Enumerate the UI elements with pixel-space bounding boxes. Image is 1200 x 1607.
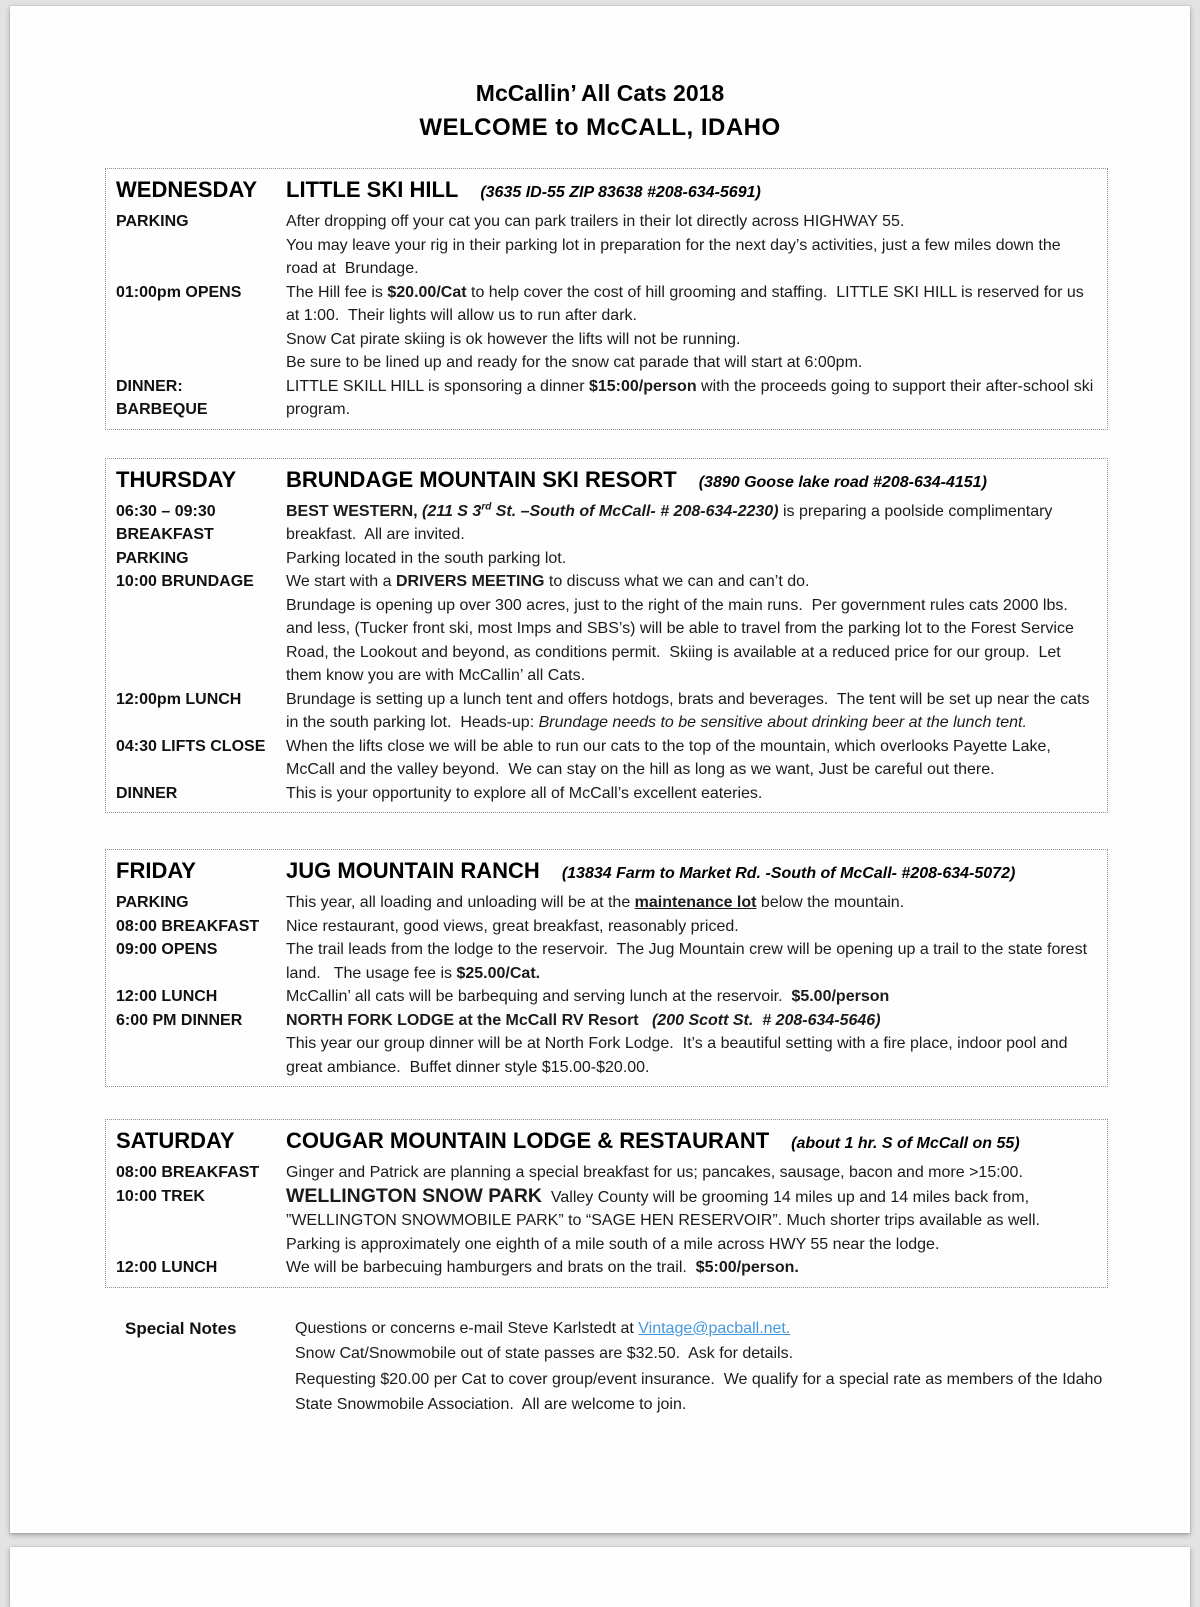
- row-time-label: [116, 1185, 286, 1209]
- schedule-row: [116, 547, 1097, 571]
- row-time-label-line: 12:00pm LUNCH: [116, 690, 242, 708]
- schedule-row: [116, 735, 1097, 782]
- row-time-label-line: PARKING: [116, 894, 189, 911]
- schedule-section-saturday: [105, 1119, 1108, 1288]
- paragraph: [286, 547, 1097, 571]
- row-time-label-line: 10:00 BRUNDAGE: [116, 573, 254, 590]
- paragraph: [286, 688, 1097, 735]
- text-segment: Be sure to be lined up and ready for the snow cat parade that will start at 6:00pm.: [286, 354, 863, 371]
- text-segment: We will be barbecuing hamburgers and brats on the trail.: [286, 1259, 696, 1276]
- special-notes: [115, 1316, 1108, 1418]
- text-segment: $5:00/person.: [695, 1259, 799, 1276]
- document-subtitle: WELCOME to McCALL, IDAHO: [419, 114, 781, 141]
- row-time-label: [116, 570, 286, 594]
- paragraph: [286, 1009, 1097, 1033]
- text-segment: This is your opportunity to explore all of McCall’s excellent eateries.: [286, 784, 763, 802]
- day-label: THURSDAY: [116, 466, 237, 492]
- text-segment: $20.00/Cat: [387, 283, 467, 301]
- paragraph: [286, 985, 1097, 1009]
- schedule-row: [116, 1009, 1097, 1080]
- paragraph: [286, 375, 1097, 422]
- schedule-row: [116, 915, 1097, 939]
- paragraph: [295, 1367, 1108, 1418]
- schedule-row: [116, 570, 1097, 688]
- paragraph: [286, 1032, 1097, 1079]
- text-segment: with the proceeds going to support their after-school ski program.: [286, 377, 1098, 418]
- row-time-label-line: PARKING: [116, 549, 189, 567]
- text-segment: BEST WESTERN,: [286, 502, 423, 520]
- text-segment: NORTH FORK LODGE at the McCall RV Resort: [286, 1011, 652, 1029]
- paragraph: [286, 891, 1097, 915]
- row-time-label: [116, 1009, 286, 1033]
- text-segment: LITTLE SKILL HILL is sponsoring a dinner: [286, 377, 589, 395]
- paragraph: [286, 281, 1097, 328]
- row-time-label: [116, 915, 286, 939]
- row-time-label: [116, 938, 286, 962]
- paragraph: [286, 500, 1097, 547]
- text-segment: DRIVERS MEETING: [395, 573, 545, 590]
- row-description: [286, 1185, 1097, 1257]
- schedule-row: [116, 782, 1097, 806]
- schedule-row: [116, 985, 1097, 1009]
- text-segment: This year, all loading and unloading will be at the: [286, 894, 635, 911]
- text-segment: Parking located in the south parking lot.: [286, 549, 567, 567]
- text-segment: to discuss what we can and can’t do.: [544, 573, 810, 590]
- row-time-label: [116, 1161, 286, 1185]
- row-time-label-line: 09:00 OPENS: [116, 941, 218, 958]
- text-segment: Requesting $20.00 per Cat to cover group/event insurance. We qualify for a special rate as members of the Idaho State Snowmobile Association. All are welcome to join.: [295, 1370, 1107, 1413]
- text-segment: You may leave your rig in their parking lot in preparation for the next day’s activities, just a few miles down the road at Brundage.: [286, 236, 1066, 277]
- row-description: [286, 735, 1097, 782]
- text-segment: Ginger and Patrick are planning a special breakfast for us; pancakes, sausage, bacon and more >15:00.: [286, 1164, 1023, 1181]
- venue-header: [286, 175, 1097, 208]
- document-title: McCallin’ All Cats 2018: [475, 80, 725, 106]
- row-description: [286, 281, 1097, 375]
- page-2: [10, 1547, 1190, 1607]
- text-segment: The Hill fee is: [286, 283, 388, 301]
- row-time-label: [116, 688, 286, 712]
- text-segment: $5.00/person: [791, 988, 890, 1005]
- venue-name: COUGAR MOUNTAIN LODGE & RESTAURANT: [286, 1128, 770, 1153]
- text-segment: Questions or concerns e-mail Steve Karlstedt at: [295, 1319, 639, 1337]
- schedule-row: [116, 1161, 1097, 1185]
- special-notes-content: [295, 1316, 1108, 1418]
- row-time-label: [116, 891, 286, 915]
- paragraph: [286, 234, 1097, 281]
- row-description: [286, 547, 1097, 571]
- row-time-label-line: BARBEQUE: [116, 401, 208, 418]
- text-segment: $25.00/Cat.: [456, 964, 541, 982]
- schedule-row: [116, 688, 1097, 735]
- paragraph: [286, 210, 1097, 234]
- row-description: [286, 1256, 1097, 1280]
- text-segment: Snow Cat pirate skiing is ok however the lifts will not be running.: [286, 330, 741, 348]
- schedule-row: [116, 891, 1097, 915]
- text-segment: (200 Scott St. # 208-634-5646): [651, 1011, 881, 1029]
- text-segment: rd: [481, 501, 492, 513]
- text-segment: (211 S 3: [422, 502, 482, 520]
- schedule-row: [116, 1185, 1097, 1257]
- section-rows: [116, 500, 1097, 806]
- row-description: [286, 1161, 1097, 1185]
- text-segment: Brundage is setting up a lunch tent and offers hotdogs, brats and beverages. The tent will be set up near the cats in the south parking lot. Heads-up:: [286, 690, 1094, 731]
- row-time-label: [116, 500, 286, 547]
- row-description: [286, 1009, 1097, 1080]
- paragraph: [286, 938, 1097, 985]
- schedule-row: [116, 1256, 1097, 1280]
- schedule-section-thursday: [105, 458, 1108, 814]
- text-segment: Brundage is opening up over 300 acres, just to the right of the main runs. Per government rules cats 2000 lbs. and less, (Tucker front ski, most Imps and SBS’s) will be able to travel from the parking lot to the Forest Service Road, the Lookout and beyond, as conditions permit. Skiing is available at a reduced price for our group. Let them know you are with McCallin’ all Cats.: [286, 596, 1079, 684]
- section-rows: [116, 891, 1097, 1079]
- row-time-label-line: 06:30 – 09:30: [116, 502, 216, 520]
- venue-info: (3890 Goose lake road #208-634-4151): [698, 473, 987, 491]
- schedule-row: [116, 500, 1097, 547]
- row-description: [286, 985, 1097, 1009]
- day-label: SATURDAY: [116, 1128, 235, 1153]
- row-description: [286, 782, 1097, 806]
- special-notes-label: Special Notes: [125, 1318, 237, 1338]
- row-time-label: [116, 210, 286, 234]
- row-time-label-line: PARKING: [116, 213, 189, 230]
- email-link[interactable]: Vintage@pacball.net.: [638, 1319, 791, 1337]
- text-segment: Valley County will be grooming 14 miles up and 14 miles back from, ”WELLINGTON SNOWMOBILE PARK” to “SAGE HEN RESERVOIR”. Much shorter trips available as well. Parking is approximately one eighth of a mile south of a mile across HWY 55 near the lodge.: [286, 1188, 1049, 1253]
- text-segment: Snow Cat/Snowmobile out of state passes are $32.50. Ask for details.: [295, 1345, 794, 1362]
- text-segment: below the mountain.: [756, 894, 905, 911]
- text-segment: WELLINGTON SNOW PARK: [286, 1184, 543, 1207]
- row-description: [286, 210, 1097, 281]
- text-segment: St. –South of McCall- # 208-634-2230): [491, 502, 779, 520]
- row-time-label: [116, 1256, 286, 1280]
- schedule-section-wednesday: [105, 168, 1108, 430]
- text-segment: to help cover the cost of hill grooming and staffing. LITTLE SKI HILL is reserved for us at 1:00. Their lights will allow us to run after dark.: [286, 283, 1089, 324]
- section-rows: [116, 1161, 1097, 1280]
- venue-info: (3635 ID-55 ZIP 83638 #208-634-5691): [480, 184, 761, 201]
- paragraph: [286, 570, 1097, 594]
- row-time-label: [116, 375, 286, 422]
- day-label: WEDNESDAY: [116, 177, 257, 202]
- section-header: [116, 465, 1097, 498]
- text-segment: McCallin’ all cats will be barbequing and serving lunch at the reservoir.: [286, 988, 792, 1005]
- section-rows: [116, 210, 1097, 422]
- text-segment: is preparing a poolside complimentary breakfast. All are invited.: [286, 502, 1057, 543]
- row-time-label-line: 08:00 BREAKFAST: [116, 917, 260, 935]
- row-time-label-line: 08:00 BREAKFAST: [116, 1164, 260, 1181]
- venue-name: LITTLE SKI HILL: [286, 177, 459, 202]
- paragraph: [286, 735, 1097, 782]
- section-header: [116, 175, 1097, 208]
- row-time-label-line: 10:00 TREK: [116, 1187, 205, 1205]
- venue-header: [286, 465, 1097, 498]
- row-time-label: [116, 782, 286, 806]
- row-description: [286, 938, 1097, 985]
- text-segment: We start with a: [286, 573, 396, 590]
- row-time-label-line: 12:00 LUNCH: [116, 988, 218, 1005]
- row-time-label: [116, 985, 286, 1009]
- text-segment: This year our group dinner will be at North Fork Lodge. It’s a beautiful setting with a fire place, indoor pool and great ambiance. Buffet dinner style $15.00-$20.00.: [286, 1035, 1072, 1076]
- text-segment: When the lifts close we will be able to run our cats to the top of the mountain, which overlooks Payette Lake, McCall and the valley beyond. We can stay on the hill as long as we want, Just be careful out there.: [286, 737, 1056, 778]
- section-header: [116, 1126, 1097, 1159]
- venue-header: [286, 1126, 1097, 1159]
- paragraph: [295, 1341, 1108, 1367]
- schedule-row: [116, 938, 1097, 985]
- paragraph: [286, 328, 1097, 352]
- row-description: [286, 500, 1097, 547]
- row-time-label-line: 01:00pm OPENS: [116, 283, 242, 301]
- schedule-row: [116, 210, 1097, 281]
- section-header: [116, 856, 1097, 889]
- page-1: [10, 6, 1190, 1533]
- paragraph: [286, 594, 1097, 688]
- row-description: [286, 375, 1097, 422]
- text-segment: Brundage needs to be sensitive about drinking beer at the lunch tent.: [538, 714, 1027, 731]
- row-time-label: [116, 735, 286, 759]
- row-time-label-line: 6:00 PM DINNER: [116, 1011, 243, 1029]
- row-description: [286, 915, 1097, 939]
- text-segment: The trail leads from the lodge to the reservoir. The Jug Mountain crew will be opening up a trail to the state forest land. The usage fee is: [286, 941, 1092, 982]
- text-segment: Nice restaurant, good views, great breakfast, reasonably priced.: [286, 917, 739, 935]
- paragraph: [286, 915, 1097, 939]
- row-description: [286, 891, 1097, 915]
- paragraph: [295, 1316, 1108, 1342]
- paragraph: [286, 351, 1097, 375]
- venue-info: (13834 Farm to Market Rd. -South of McCall- #208-634-5072): [561, 865, 1016, 882]
- schedule-row: [116, 375, 1097, 422]
- venue-name: BRUNDAGE MOUNTAIN SKI RESORT: [286, 466, 677, 492]
- row-time-label-line: 04:30 LIFTS CLOSE: [116, 737, 266, 755]
- day-label: FRIDAY: [116, 858, 196, 883]
- row-time-label: [116, 547, 286, 571]
- venue-info: (about 1 hr. S of McCall on 55): [791, 1135, 1020, 1152]
- row-time-label-line: BREAKFAST: [116, 526, 214, 543]
- paragraph: [286, 1256, 1097, 1280]
- text-segment: maintenance lot: [634, 894, 757, 911]
- row-description: [286, 570, 1097, 688]
- schedule-sections: [10, 168, 1190, 1288]
- text-segment: After dropping off your cat you can park trailers in their lot directly across HIGHWAY 55.: [286, 213, 905, 230]
- schedule-section-friday: [105, 849, 1108, 1087]
- venue-name: JUG MOUNTAIN RANCH: [286, 858, 540, 883]
- row-time-label-line: DINNER:: [116, 377, 183, 395]
- row-description: [286, 688, 1097, 735]
- row-time-label-line: 12:00 LUNCH: [116, 1259, 218, 1276]
- row-time-label-line: DINNER: [116, 784, 178, 802]
- paragraph: [286, 1161, 1097, 1185]
- paragraph: [286, 782, 1097, 806]
- venue-header: [286, 856, 1097, 889]
- paragraph: [286, 1185, 1097, 1257]
- schedule-row: [116, 281, 1097, 375]
- row-time-label: [116, 281, 286, 305]
- text-segment: $15:00/person: [588, 377, 697, 395]
